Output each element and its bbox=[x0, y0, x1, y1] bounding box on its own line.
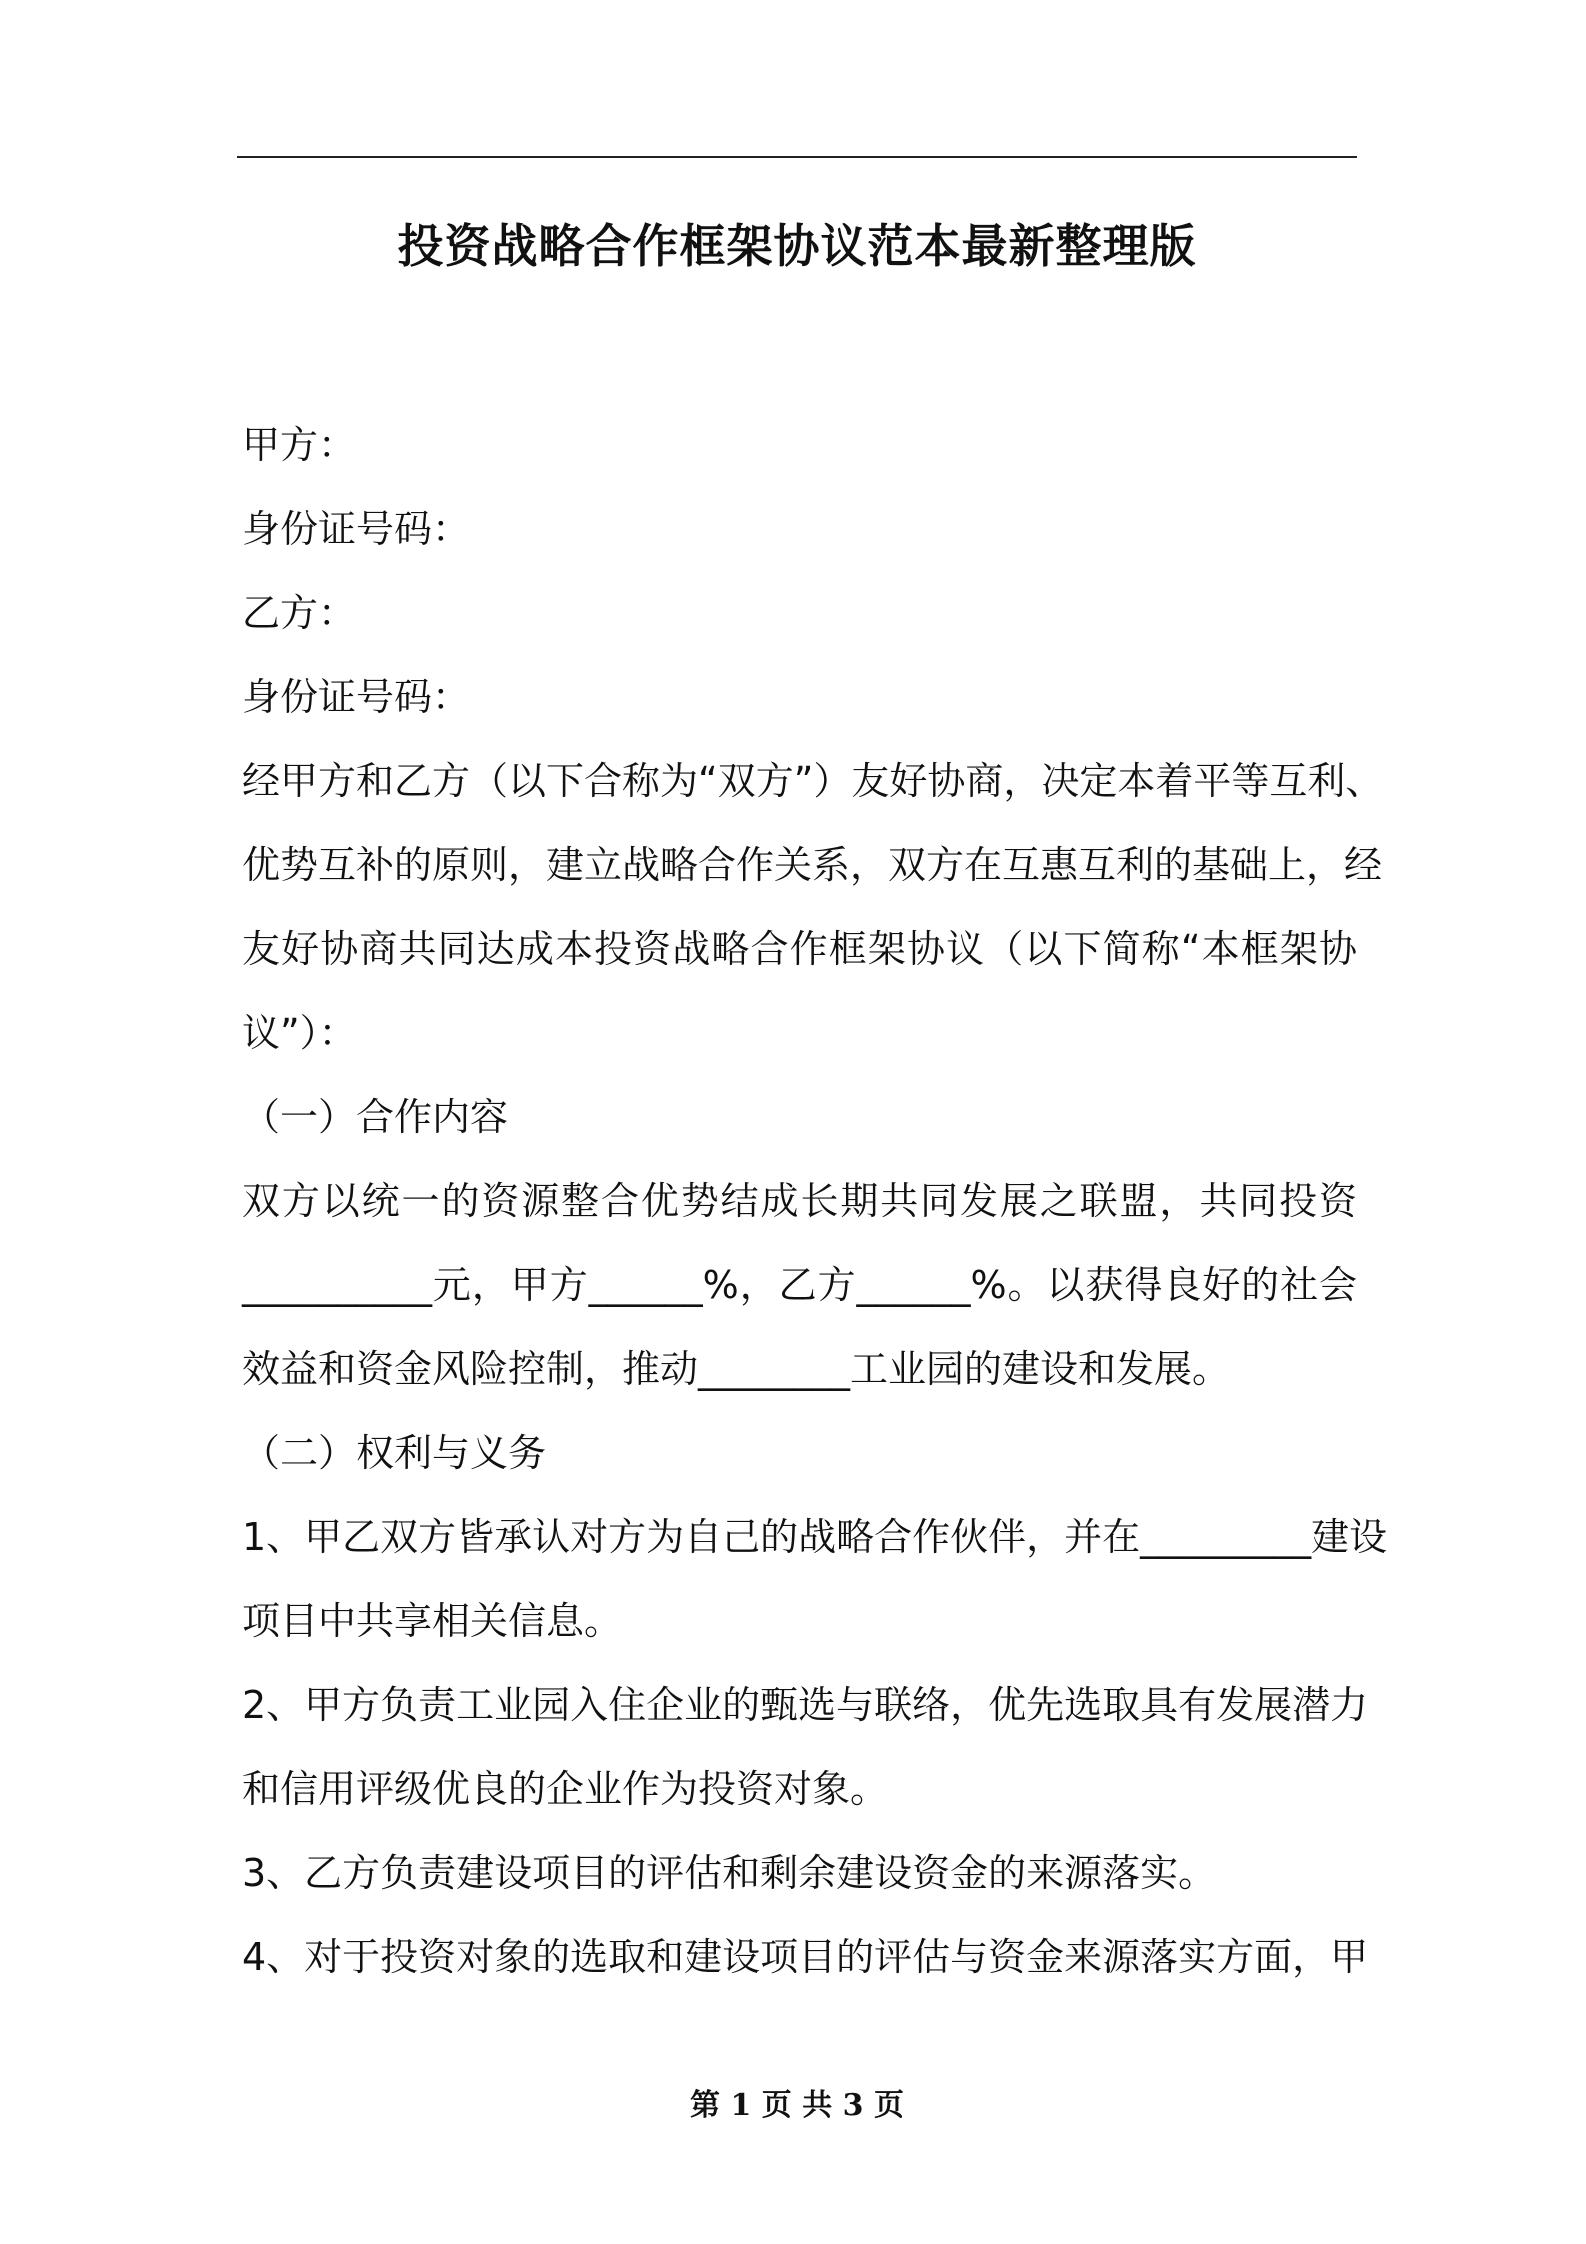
paragraph-line: 双方以统一的资源整合优势结成长期共同发展之联盟，共同投资 bbox=[242, 1179, 1357, 1223]
paragraph-line: 议”）： bbox=[242, 1011, 357, 1055]
clause-line: 和信用评级优良的企业作为投资对象。 bbox=[242, 1767, 889, 1811]
paragraph-line: 优势互补的原则，建立战略合作关系，双方在互惠互利的基础上，经 bbox=[242, 843, 1383, 887]
party-a-line: 甲方： bbox=[242, 423, 357, 467]
document-body bbox=[242, 403, 1388, 1999]
party-b-id-line: 身份证号码： bbox=[242, 675, 471, 719]
paragraph-line: 效益和资金风险控制，推动________工业园的建设和发展。 bbox=[242, 1347, 1231, 1391]
clause-line: 1、甲乙双方皆承认对方为自己的战略合作伙伴，并在_________建设 bbox=[242, 1515, 1388, 1559]
section-heading: （二）权利与义务 bbox=[242, 1431, 547, 1475]
header-rule bbox=[237, 156, 1357, 158]
section-heading: （一）合作内容 bbox=[242, 1095, 509, 1139]
clause-line: 2、甲方负责工业园入住企业的甄选与联络，优先选取具有发展潜力 bbox=[242, 1683, 1369, 1727]
paragraph-line: 友好协商共同达成本投资战略合作框架协议（以下简称“本框架协 bbox=[242, 927, 1357, 971]
clause-line: 项目中共享相关信息。 bbox=[242, 1599, 623, 1643]
clause-line: 3、乙方负责建设项目的评估和剩余建设资金的来源落实。 bbox=[242, 1851, 1217, 1895]
clause-line: 4、对于投资对象的选取和建设项目的评估与资金来源落实方面，甲 bbox=[242, 1935, 1369, 1979]
party-a-id-line: 身份证号码： bbox=[242, 507, 471, 551]
page-number-footer: 第 1 页 共 3 页 bbox=[690, 2088, 904, 2123]
document-title: 投资战略合作框架协议范本最新整理版 bbox=[397, 219, 1197, 273]
paragraph-line: __________元，甲方______%，乙方______%。以获得良好的社会 bbox=[242, 1263, 1357, 1307]
party-b-line: 乙方： bbox=[242, 591, 357, 635]
paragraph-line: 经甲方和乙方（以下合称为“双方”）友好协商，决定本着平等互利、 bbox=[242, 759, 1384, 803]
